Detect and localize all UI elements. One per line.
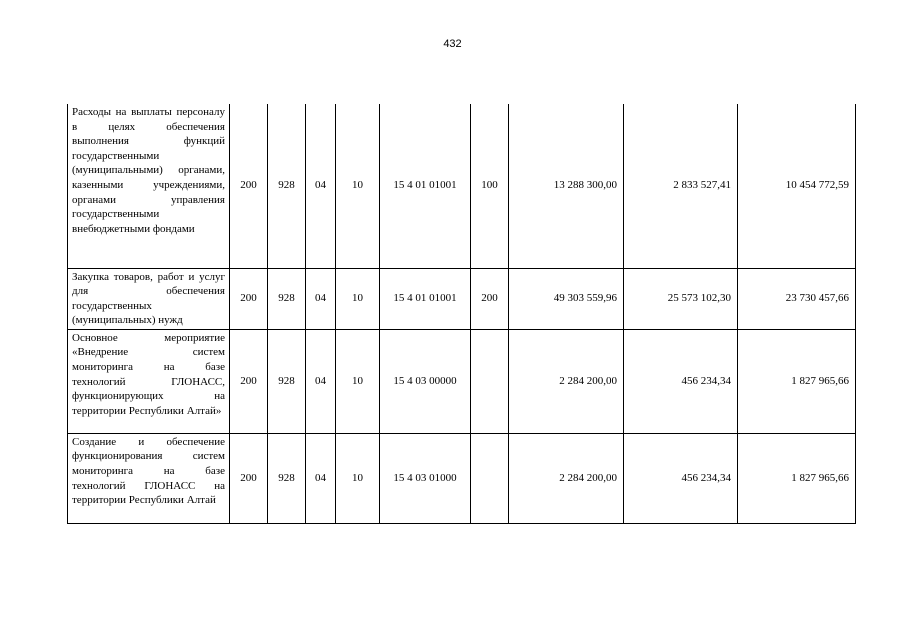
amount-planned: 13 288 300,00 [509, 104, 624, 268]
code-target-article: 15 4 03 01000 [380, 433, 471, 523]
code-admin: 200 [230, 104, 268, 268]
table-row [68, 268, 856, 329]
code-expense-type [471, 329, 509, 433]
code-expense-type: 200 [471, 268, 509, 329]
code-ministry: 928 [268, 329, 306, 433]
code-admin: 200 [230, 268, 268, 329]
code-expense-type [471, 433, 509, 523]
code-subsection: 10 [336, 104, 380, 268]
amount-remaining: 23 730 457,66 [738, 268, 856, 329]
amount-planned: 2 284 200,00 [509, 329, 624, 433]
row-description: Закупка товаров, работ и услуг для обеспечения государственных (муниципальных) нужд [68, 268, 230, 329]
code-admin: 200 [230, 433, 268, 523]
code-target-article: 15 4 01 01001 [380, 104, 471, 268]
amount-executed: 456 234,34 [624, 329, 738, 433]
code-subsection: 10 [336, 433, 380, 523]
amount-remaining: 1 827 965,66 [738, 329, 856, 433]
code-target-article: 15 4 01 01001 [380, 268, 471, 329]
amount-remaining: 1 827 965,66 [738, 433, 856, 523]
page-number: 432 [443, 38, 462, 50]
budget-table [67, 104, 856, 524]
code-ministry: 928 [268, 433, 306, 523]
code-target-article: 15 4 03 00000 [380, 329, 471, 433]
code-ministry: 928 [268, 104, 306, 268]
amount-planned: 2 284 200,00 [509, 433, 624, 523]
code-section: 04 [306, 433, 336, 523]
code-section: 04 [306, 268, 336, 329]
code-subsection: 10 [336, 268, 380, 329]
code-expense-type: 100 [471, 104, 509, 268]
code-section: 04 [306, 329, 336, 433]
amount-executed: 2 833 527,41 [624, 104, 738, 268]
code-ministry: 928 [268, 268, 306, 329]
code-subsection: 10 [336, 329, 380, 433]
row-description: Основное мероприятие «Внедрение систем мониторинга на базе технологий ГЛОНАСС, функционирующих на территории Республики Алтай» [68, 329, 230, 433]
row-description: Расходы на выплаты персоналу в целях обеспечения выполнения функций государственными (муниципальными) органами, казенными учреждениями, органами управления государственными внебюджетными фондами [68, 104, 230, 268]
code-admin: 200 [230, 329, 268, 433]
table-row [68, 329, 856, 433]
row-description: Создание и обеспечение функционирования систем мониторинга на базе технологий ГЛОНАСС на территории Республики Алтай [68, 433, 230, 523]
code-section: 04 [306, 104, 336, 268]
amount-remaining: 10 454 772,59 [738, 104, 856, 268]
table-row [68, 433, 856, 523]
amount-planned: 49 303 559,96 [509, 268, 624, 329]
amount-executed: 456 234,34 [624, 433, 738, 523]
amount-executed: 25 573 102,30 [624, 268, 738, 329]
table-row [68, 104, 856, 268]
